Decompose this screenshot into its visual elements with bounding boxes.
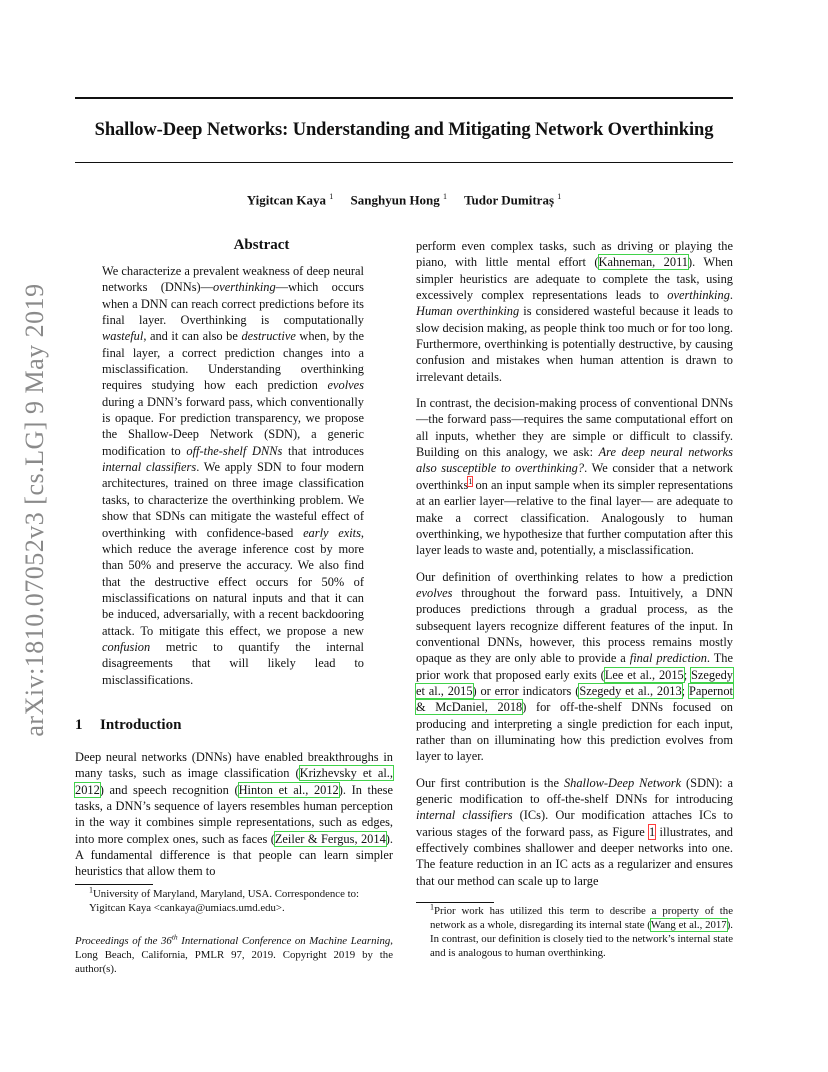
overthinking-footnote-text: $^1$Prior work has utilized this term to describe a property of the network as a whole, disregarding its internal state (Wang et al., 2017). In contrast, our definition is closely tied to the network’s internal state and is analogous to human overthinking. bbox=[430, 902, 733, 959]
citation-link[interactable]: Szegedy et al., 2015 bbox=[416, 667, 733, 698]
footnote-ref-link[interactable]: 1 bbox=[468, 476, 473, 486]
body-paragraph: perform even complex tasks, such as driving or playing the piano, with little mental effort (Kahneman, 2011). When simpler heuristics are adequate to complete the task, using excessively complex representations leads to overthinking. Human overthinking is considered wasteful because it leads to slow decision making, as people think too much or for too long. Furthermore, overthinking is potentially destructive, by causing confusion and mistakes when human attention is drawn to irrelevant details. bbox=[416, 239, 734, 384]
title-bottom-rule bbox=[75, 162, 733, 163]
top-rule bbox=[75, 97, 733, 99]
affiliation-footnote-text: $^1$University of Maryland, Maryland, USA. Correspondence to: Yigitcan Kaya <cankaya@umiacs.umd.edu>. bbox=[89, 885, 359, 914]
citation-link[interactable]: Wang et al., 2017 bbox=[650, 919, 727, 931]
intro-paragraph: Deep neural networks (DNNs) have enabled breakthroughs in many tasks, such as image classification (Krizhevsky et al., 2012) and speech recognition (Hinton et al., 2012). In these tasks, a DNN’s sequence of layers resembles human perception in the way it combines simple representations, such as edges, into more complex ones, such as faces (Zeiler & Fergus, 2014). A fundamental difference is that people can learn simpler heuristics that allow them to bbox=[75, 750, 393, 879]
right-column bbox=[416, 238, 733, 899]
citation-link[interactable]: Papernot & McDaniel, 2018 bbox=[416, 683, 733, 715]
abstract-text: We characterize a prevalent weakness of deep neural networks (DNNs)—overthinking—which occurs when a DNN can reach correct predictions before its final layer. Overthinking is computationally wasteful, and it can also be destructive when, by the final layer, a correct prediction changes into a misclassification. Understanding overthinking requires studying how each prediction evolves during a DNN’s forward pass, which conventionally is opaque. For prediction transparency, we propose the Shallow-Deep Network (SDN), a generic modification to off-the-shelf DNNs that introduces internal classifiers. We apply SDN to four modern architectures, trained on three image classification tasks, to characterize the overthinking problem. We show that SDNs can mitigate the wasteful effect of overthinking with confidence-based early exits, which reduce the average inference cost by more than 50% and preserve the accuracy. We also find that the destructive effect occurs for 50% of misclassifications on natural inputs and that it can be induced, adversarially, with a recent backdooring attack. To mitigate this effect, we propose a new confusion metric to quantify the internal disagreements that will likely lead to misclassifications. bbox=[102, 264, 365, 687]
section-title: Introduction bbox=[100, 717, 182, 733]
author-name: Tudor Dumitraș bbox=[464, 192, 555, 208]
citation-link[interactable]: Kahneman, 2011 bbox=[598, 255, 689, 270]
author-list bbox=[75, 192, 733, 208]
citation-link[interactable]: Hinton et al., 2012 bbox=[238, 782, 339, 797]
body-paragraph: In contrast, the decision-making process of conventional DNNs—the forward pass—requires the same computational effort on all inputs, whether they are simple or difficult to classify. Building on this analogy, we ask: Are deep neural networks also susceptible to overthinking?. We consider that a network overthinks$^1$ on an input sample when its simpler representations at an earlier layer—relative to the final layer— are adequate to make a correct classification. Analogously to human overthinking, we hypothesize that further computation after this layer leads to waste and, potentially, a misclassification. bbox=[416, 396, 733, 558]
footnote-rule bbox=[416, 902, 494, 903]
affiliation-footnote bbox=[75, 887, 393, 915]
citation-link[interactable]: Lee et al., 2015 bbox=[604, 667, 684, 682]
abstract-heading: Abstract bbox=[233, 237, 290, 253]
footnote-ref-link[interactable]: 1 bbox=[649, 824, 656, 839]
arxiv-stamp: arXiv:1810.07052v3 [cs.LG] 9 May 2019 bbox=[20, 283, 49, 737]
proceedings-note: Proceedings of the 36th International Conference on Machine Learning, Long Beach, California, PMLR 97, 2019. Copyright 2019 by the author(s). bbox=[75, 932, 393, 975]
section-number: 1 bbox=[75, 717, 83, 733]
citation-link[interactable]: Zeiler & Fergus, 2014 bbox=[274, 831, 386, 846]
author-name: Yigitcan Kaya bbox=[246, 192, 327, 208]
citation-link[interactable]: Szegedy et al., 2013 bbox=[579, 683, 682, 698]
body-paragraph: Our definition of overthinking relates to how a prediction evolves throughout the forward pass. Intuitively, a DNN produces predictions through a gradual process, as the subsequent layers recognize different features of the input. In conventional DNNs, however, this process remains mostly opaque as they are only able to provide a final prediction. The prior work that proposed early exits (Lee et al., 2015; Szegedy et al., 2015) or error indicators (Szegedy et al., 2013; Papernot & McDaniel, 2018) for off-the-shelf DNNs focused on producing and interpreting a single prediction for each input, rather than on illuminating how this prediction evolves from layer to layer. bbox=[416, 569, 733, 764]
author-affiliation: 1 bbox=[329, 192, 334, 201]
body-paragraph: Our first contribution is the Shallow-Deep Network (SDN): a generic modification to off-the-shelf DNNs for introducing internal classifiers (ICs). Our modification attaches ICs to various stages of the forward pass, as Figure 1 illustrates, and effectively combines shallower and deeper networks into one. The feature reduction in an IC acts as a regularizer and ensures that our method can scale up to large bbox=[416, 775, 733, 888]
author-affiliation: 1 bbox=[443, 192, 448, 201]
author-name: Sanghyun Hong bbox=[350, 192, 440, 208]
section-heading bbox=[75, 717, 181, 734]
overthinking-footnote bbox=[416, 904, 733, 960]
citation-link[interactable]: Krizhevsky et al., 2012 bbox=[75, 766, 393, 797]
footnote-rule bbox=[75, 884, 153, 885]
author-affiliation: 1 bbox=[557, 192, 562, 201]
paper-title: Shallow-Deep Networks: Understanding and Mitigating Network Overthinking bbox=[94, 120, 714, 140]
